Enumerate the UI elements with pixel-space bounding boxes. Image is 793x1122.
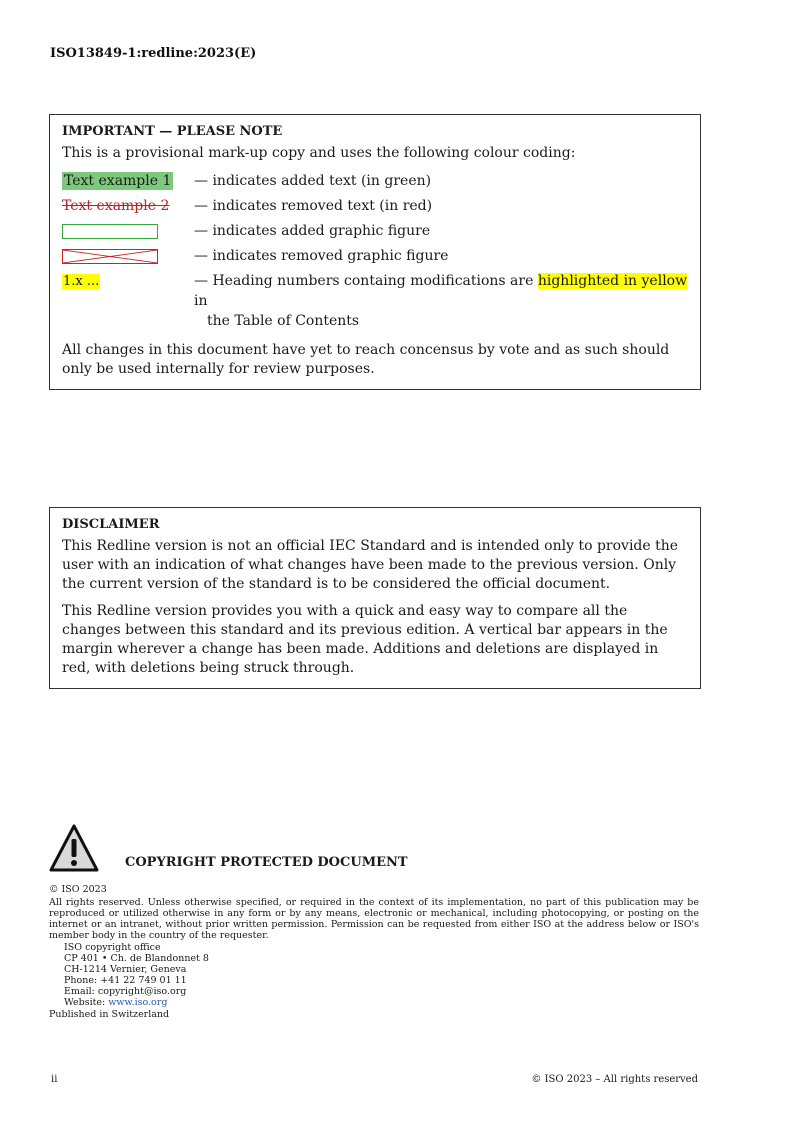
footer-rights: © ISO 2023 – All rights reserved — [531, 1074, 698, 1085]
address-website — [64, 997, 699, 1008]
heading-desc — [194, 271, 690, 331]
published-location: Published in Switzerland — [49, 1009, 170, 1020]
removed-text-desc: — indicates removed text (in red) — [194, 198, 433, 214]
heading-sample: 1.x ... — [63, 274, 100, 289]
copyright-title: COPYRIGHT PROTECTED DOCUMENT — [125, 855, 408, 870]
disclaimer-paragraph-1: This Redline version is not an official IEC Standard and is intended only to provide the user with an indication of what changes have been made to the previous version. Only the current version of the standard is to be considered the official document. — [62, 538, 679, 592]
removed-text-sample: Text example 2 — [62, 198, 170, 214]
address-city: CH-1214 Vernier, Geneva — [64, 964, 187, 975]
important-note-title: IMPORTANT — PLEASE NOTE — [62, 124, 283, 139]
website-link[interactable]: www.iso.org — [108, 997, 168, 1008]
added-text-desc: — indicates added text (in green) — [194, 173, 432, 189]
removed-figure-sample — [62, 249, 158, 264]
copyright-heading-row — [49, 822, 699, 872]
copyright-year: © ISO 2023 — [49, 884, 107, 895]
page-number: ii — [51, 1074, 58, 1085]
disclaimer-box — [49, 507, 701, 689]
heading-desc-highlight: highlighted in yellow — [537, 273, 688, 289]
legend-row-removed-figure — [62, 246, 690, 271]
heading-desc-suffix: in — [194, 293, 208, 309]
document-id: ISO13849-1:redline:2023(E) — [50, 46, 257, 61]
added-figure-desc: — indicates added graphic figure — [194, 223, 431, 239]
colour-legend — [62, 171, 690, 331]
legend-row-added-text — [62, 171, 690, 196]
iso-address — [64, 942, 699, 1008]
added-text-sample: Text example 1 — [64, 173, 172, 189]
disclaimer-paragraph-2: This Redline version provides you with a quick and easy way to compare all the changes between this standard and its previous edition. A vertical bar appears in the margin wherever a change has been made. Additions and deletions are displayed in red, with deletions being struck through. — [62, 603, 668, 676]
important-note-box — [49, 114, 701, 390]
address-street: CP 401 • Ch. de Blandonnet 8 — [64, 953, 209, 964]
rights-statement: All rights reserved. Unless otherwise specified, or required in the context of its implementation, no part of this publication may be reproduced or utilized otherwise in any form or by any means, electronic or mechanical, including photocopying, or posting on the internet or an intranet, without prior written permission. Permission can be requested from either ISO at the address below or ISO's member body in the country of the requester. — [49, 897, 699, 941]
heading-desc-prefix: — Heading numbers containg modifications are — [194, 273, 534, 289]
disclaimer-title: DISCLAIMER — [62, 517, 160, 532]
warning-icon — [49, 824, 99, 872]
legend-row-removed-text — [62, 196, 690, 221]
heading-desc-line2: the Table of Contents — [207, 313, 360, 329]
address-email: Email: copyright@iso.org — [64, 986, 187, 997]
copyright-section — [49, 822, 699, 1020]
added-figure-sample — [62, 224, 158, 239]
cross-icon — [63, 250, 157, 263]
website-label: Website: — [64, 997, 109, 1008]
important-note-intro: This is a provisional mark-up copy and uses the following colour coding: — [62, 145, 576, 161]
legend-row-heading — [62, 271, 690, 331]
address-phone: Phone: +41 22 749 01 11 — [64, 975, 187, 986]
important-note-closing: All changes in this document have yet to reach concensus by vote and as such should only be used internally for review purposes. — [62, 342, 670, 377]
address-office: ISO copyright office — [64, 942, 161, 953]
removed-figure-desc: — indicates removed graphic figure — [194, 248, 449, 264]
legend-row-added-figure — [62, 221, 690, 246]
